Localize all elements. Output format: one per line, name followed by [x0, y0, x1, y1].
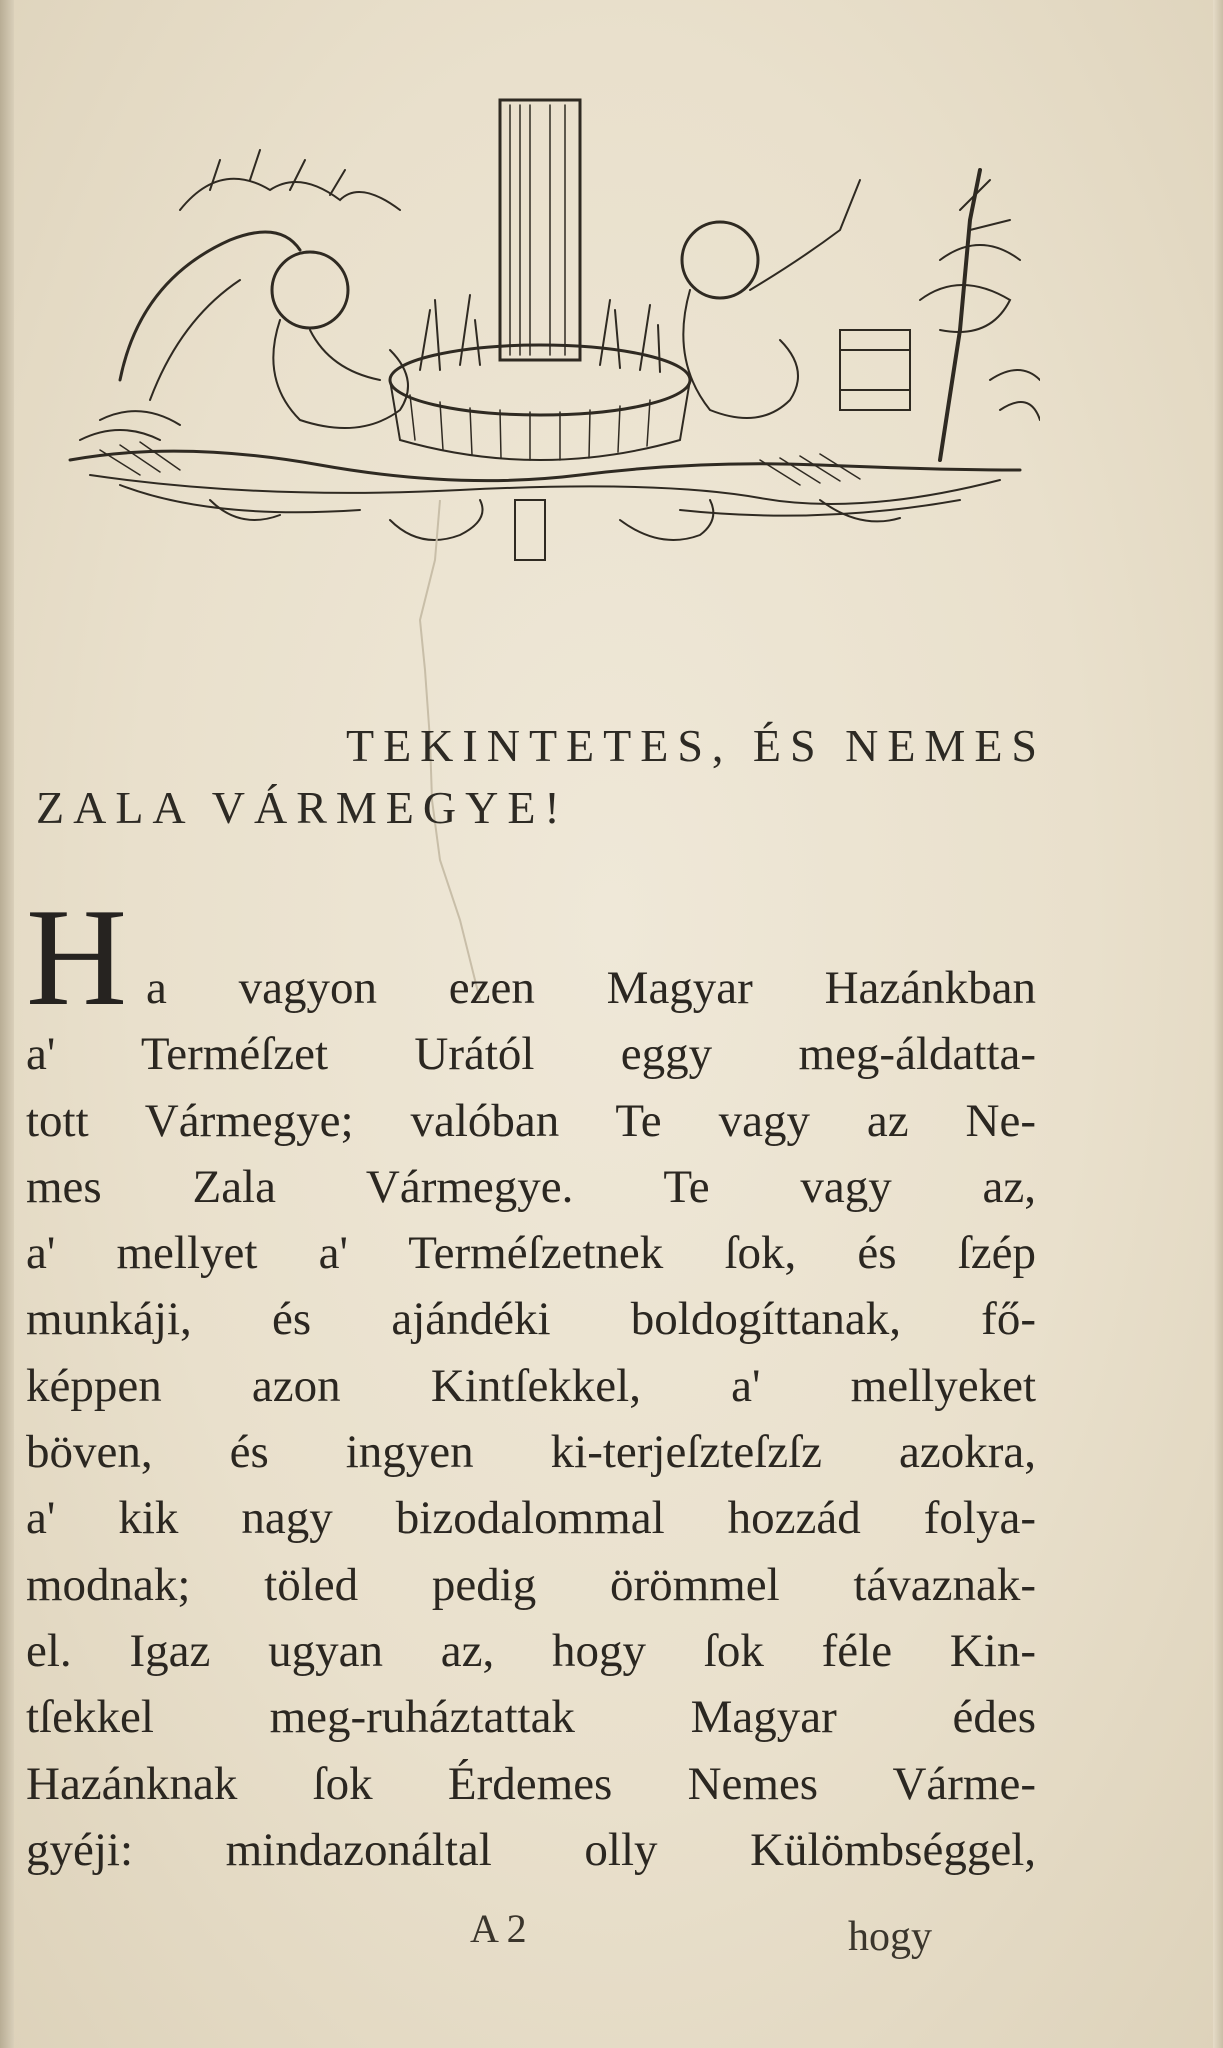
- text-line: tſekkel meg-ruháztattak Magyar édes: [26, 1691, 1036, 1744]
- page-right-edge: [1213, 0, 1223, 2048]
- text-line: a vagyon ezen Magyar Hazánkban: [146, 962, 1036, 1014]
- text-line: mes Zala Vármegye. Te vagy az,: [26, 1160, 1036, 1213]
- signature-mark: A 2: [470, 1906, 527, 1951]
- text-line: képpen azon Kintſekkel, a' mellyeket: [26, 1359, 1036, 1412]
- catchword: hogy: [848, 1914, 932, 1960]
- text-line: böven, és ingyen ki-terjeſzteſzſz azokra,: [26, 1426, 1036, 1479]
- text-line: Hazánknak ſok Érdemes Nemes Várme-: [26, 1757, 1036, 1810]
- page-left-edge: [0, 0, 14, 2048]
- page-footer: [0, 1905, 1223, 1965]
- text-line: a' mellyet a' Terméſzetnek ſok, és ſzép: [26, 1227, 1036, 1280]
- text-line: tott Vármegye; valóban Te vagy az Ne-: [26, 1094, 1036, 1147]
- text-line: gyéji: mindazonáltal olly Külömbséggel,: [26, 1823, 1036, 1876]
- heading-line-1: TEKINTETES, ÉS NEMES: [345, 720, 1046, 771]
- fountain-cherubs-engraving-icon: [60, 80, 1040, 580]
- text-line: a' Terméſzet Urától eggy meg-áldatta-: [26, 1028, 1036, 1081]
- drop-cap: H: [26, 880, 128, 1035]
- heading-line-2: ZALA VÁRMEGYE!: [36, 782, 569, 833]
- text-line: modnak; töled pedig örömmel távaznak-: [26, 1558, 1036, 1611]
- text-line: el. Igaz ugyan az, hogy ſok féle Kin-: [26, 1624, 1036, 1677]
- dedication-heading: [36, 715, 1046, 839]
- body-paragraph: [26, 905, 1036, 1883]
- text-line: a' kik nagy bizodalommal hozzád folya-: [26, 1492, 1036, 1545]
- text-line: munkáji, és ajándéki boldogíttanak, fő-: [26, 1293, 1036, 1346]
